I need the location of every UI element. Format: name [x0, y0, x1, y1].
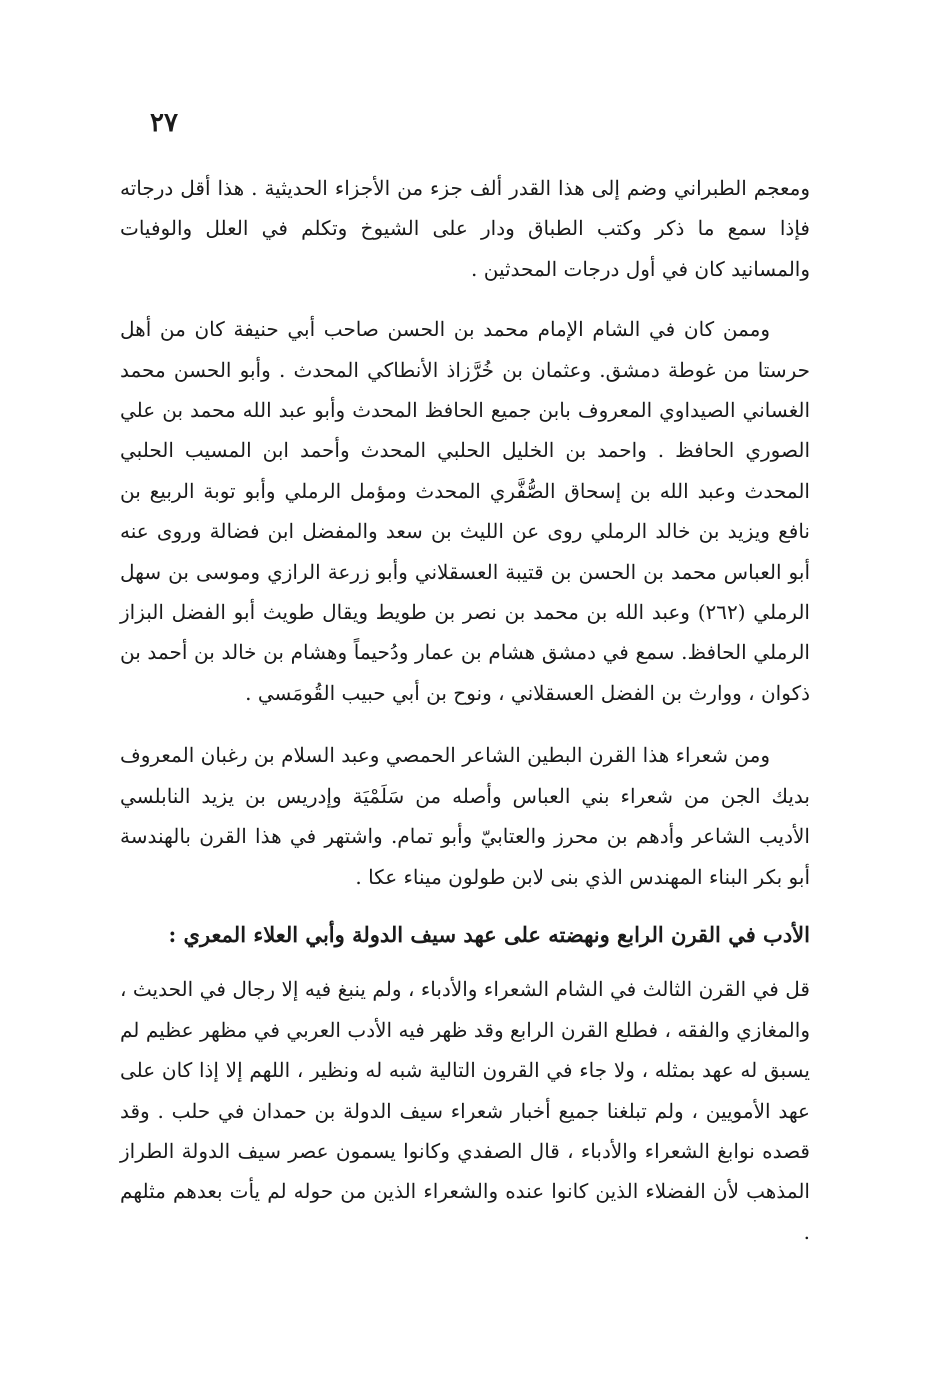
paragraph-4: قل في القرن الثالث في الشام الشعراء والأدباء ، ولم ينبغ فيه إلا رجال في الحديث ، والمغازي والفقه ، فطلع القرن الرابع وقد ظهر فيه الأدب العربي في مظهر عظيم لم يسبق له عهد بمثله ، ولا جاء في القرون التالية شبه له ونظير ، اللهم إلا إذا كان على عهد الأمويين ، ولم تبلغنا جميع أخبار شعراء سيف الدولة بن حمدان في حلب . وقد قصده نوابغ الشعراء والأدباء ، قال الصفدي وكانوا يسمون عصر سيف الدولة الطراز المذهب لأن الفضلاء الذين كانوا عنده والشعراء الذين من حوله لم يأت بعدهم مثلهم .	[120, 977, 810, 1244]
paragraph-3: ومن شعراء هذا القرن البطين الشاعر الحمصي وعبد السلام بن رغبان المعروف بديك الجن من شعراء بني العباس وأصله من سَلَمْيَة وإدريس بن يزيد النابلسي الأديب الشاعر وأدهم بن محرز والعتابيّ وأبو تمام. واشتهر في هذا القرن بالهندسة أبو بكر البناء المهندس الذي بنى لابن طولون ميناء عكا .	[119, 743, 810, 889]
page-body	[120, 168, 810, 1252]
paragraph-2: وممن كان في الشام الإمام محمد بن الحسن صاحب أبي حنيفة كان من أهل حرستا من غوطة دمشق. وعثمان بن خُرَّزاذ الأنطاكي المحدث . وأبو الحسن محمد الغساني الصيداوي المعروف بابن جميع الحافظ المحدث وأبو عبد الله محمد بن علي الصوري الحافظ . واحمد بن الخليل الحلبي المحدث وأحمد ابن المسيب الحلبي المحدث وعبد الله بن إسحاق الصُّفَّري المحدث ومؤمل الرملي وأبو توبة الربيع بن نافع ويزيد بن خالد الرملي روى عن الليث بن سعد والمفضل ابن فضالة وروى عنه أبو العباس محمد بن الحسن بن قتيبة العسقلاني وأبو زرعة الرازي وموسى بن سهل الرملي (٢٦٢) وعبد الله بن محمد بن نصر بن طويط ويقال طويث أبو الفضل البزاز الرملي الحافظ. سمع في دمشق هشام بن عمار ودُحيماً وهشام بن خالد بن أحمد بن ذكوان ، ووارث بن الفضل العسقلاني ، ونوح بن أبي حبيب القُومَسي .	[120, 317, 810, 705]
paragraph-1: ومعجم الطبراني وضم إلى هذا القدر ألف جزء من الأجزاء الحديثية . هذا أقل درجاته فإذا سمع ما ذكر وكتب الطباق ودار على الشيوخ وتكلم في العلل والوفيات والمسانيد كان في أول درجات المحدثين .	[120, 176, 810, 281]
section-heading: الأدب في القرن الرابع ونهضته على عهد سيف الدولة وأبي العلاء المعري :	[168, 921, 810, 947]
page-number: ٢٧	[150, 108, 178, 138]
